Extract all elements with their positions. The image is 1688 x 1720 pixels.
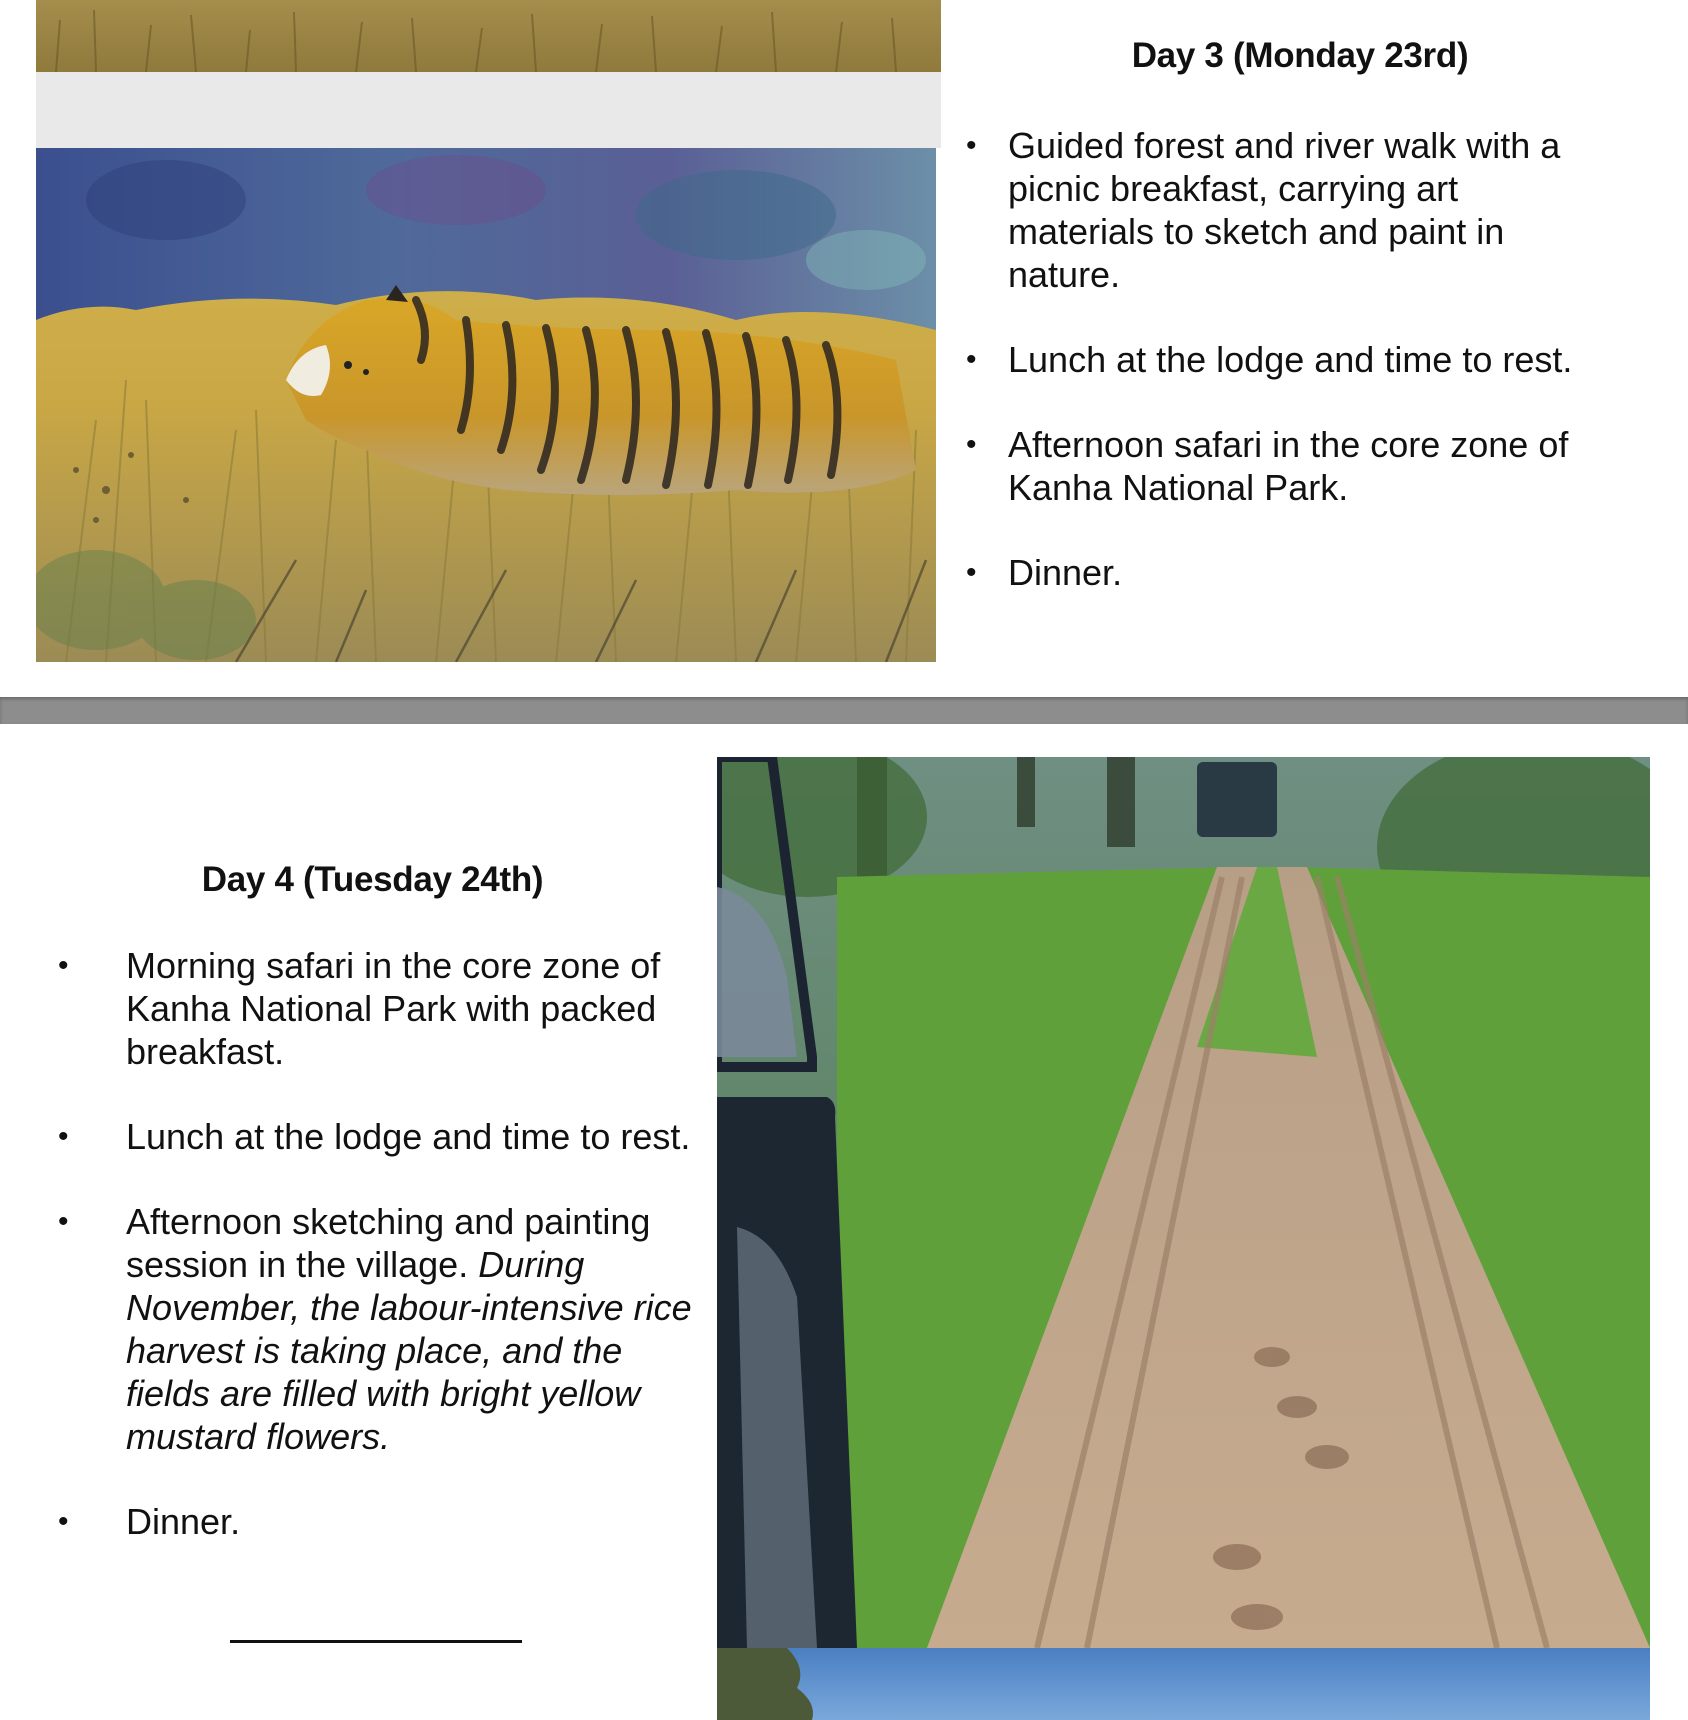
list-item: • Lunch at the lodge and time to rest. — [966, 339, 1573, 380]
page-day-3 — [0, 0, 1688, 697]
day-3-itinerary-list — [966, 124, 1608, 636]
day-3-heading: Day 3 (Monday 23rd) — [1131, 36, 1469, 75]
harvest-note: During November, the labour-intensive rice harvest is taking place, and the fields are filled with bright yellow mustard flowers. — [126, 1244, 692, 1457]
list-item: • Dinner. — [966, 552, 1123, 593]
list-item: • Lunch at the lodge and time to rest. — [58, 1116, 691, 1157]
page-day-4 — [0, 724, 1688, 1720]
list-item: • Morning safari in the core zone of Kanha National Park with packed breakfast. — [58, 945, 661, 1072]
list-item: • Afternoon safari in the core zone of Kanha National Park. — [966, 424, 1569, 508]
section-divider-line — [230, 1640, 522, 1643]
list-item: • Afternoon sketching and painting session in the village. During November, the labour-intensive rice harvest is taking place, and the fields are filled with bright yellow mustard flowers. — [58, 1201, 692, 1457]
safari-track-photo — [717, 757, 1650, 1648]
day-4-itinerary-list — [58, 944, 696, 1585]
list-item: • Guided forest and river walk with a picnic breakfast, carrying art materials to sketch and paint in nature. — [966, 125, 1561, 295]
day-4-heading: Day 4 (Tuesday 24th) — [201, 860, 544, 899]
sky-photo — [717, 1648, 1650, 1720]
page-separator — [0, 697, 1688, 724]
tiger-painting-image — [36, 0, 941, 662]
list-item: • Dinner. — [58, 1501, 241, 1542]
